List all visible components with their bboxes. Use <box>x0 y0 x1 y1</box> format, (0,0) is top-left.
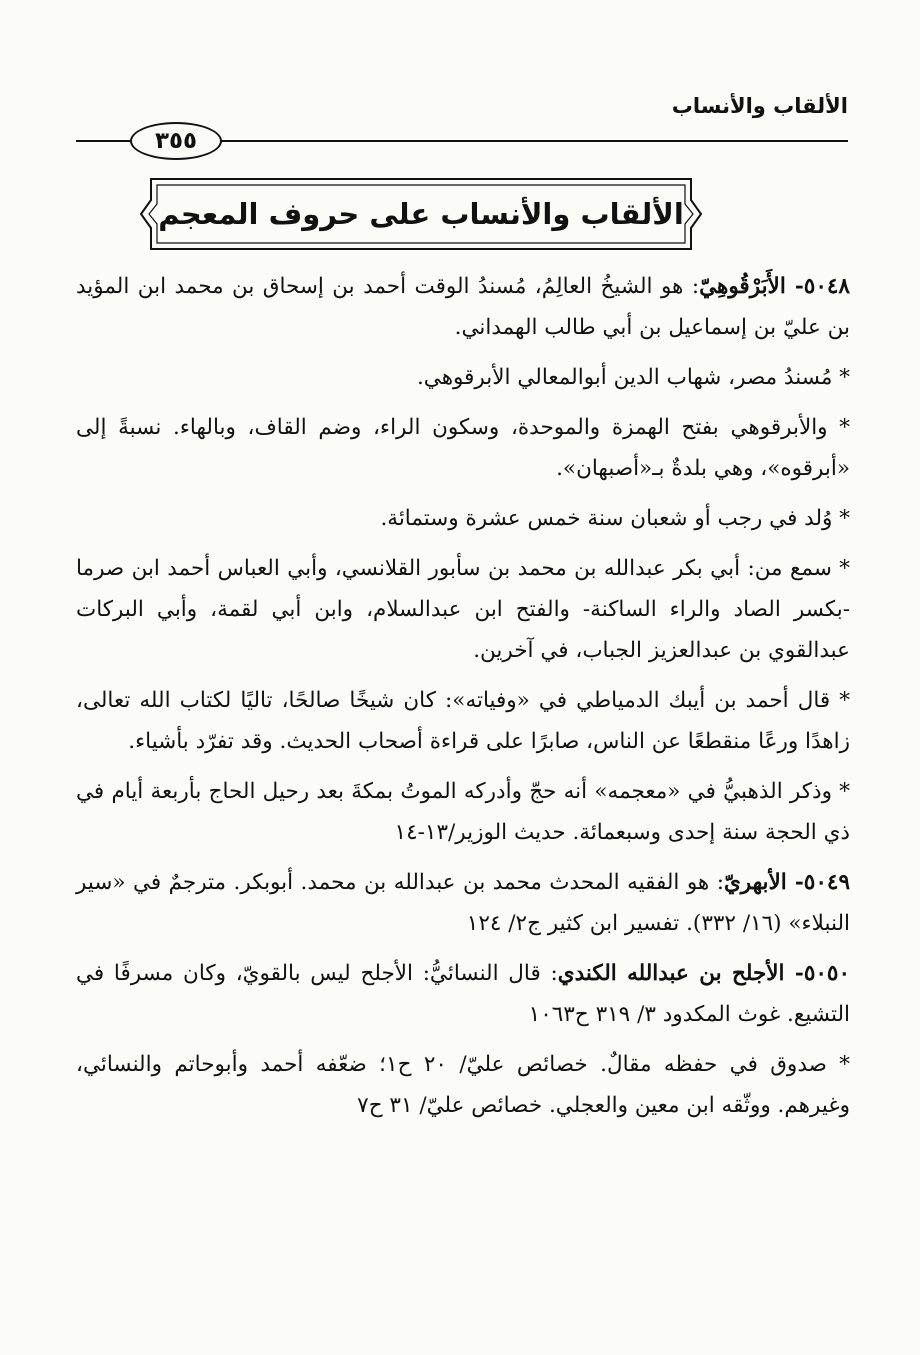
paragraph-text: : هو الشيخُ العالِمُ، مُسندُ الوقت أحمد بن إسحاق بن محمد ابن المؤيد بن عليّ بن إسماعيل بن أبي طالب الهمداني. <box>76 274 850 340</box>
paragraph-text: : هو الفقيه المحدث محمد بن عبدالله بن محمد. أبوبكر. مترجمٌ في «سير النبلاء» (١٦/ ٣٣٢). تفسير ابن كثير ج٢/ ١٢٤ <box>76 870 850 936</box>
paragraph <box>76 407 850 489</box>
entry-heading: ٥٠٤٨- الأَبَرْقُوهِيّ <box>699 274 850 299</box>
paragraph <box>76 548 850 671</box>
paragraph <box>76 1044 850 1126</box>
paragraph <box>76 771 850 853</box>
paragraph-text: * مُسندُ مصر، شهاب الدين أبوالمعالي الأبرقوهي. <box>416 365 850 390</box>
entries-body <box>76 266 850 1135</box>
page-number: ٣٥٥ <box>130 122 222 160</box>
running-head: الألقاب والأنساب <box>671 94 848 118</box>
paragraph-entry-5050 <box>76 953 850 1035</box>
section-title: الألقاب والأنساب على حروف المعجم <box>158 197 684 231</box>
paragraph-text: * وُلد في رجب أو شعبان سنة خمس عشرة وستمائة. <box>380 506 850 531</box>
paragraph-text: * والأبرقوهي بفتح الهمزة والموحدة، وسكون الراء، وضم القاف، وبالهاء. نسبةً إلى «أبرقوه»، وهي بلدةٌ بـ«أصبهان». <box>76 415 850 481</box>
paragraph <box>76 680 850 762</box>
paragraph-text: : قال النسائيُّ: الأجلح ليس بالقويّ، وكان مسرفًا في التشيع. غوث المكدود ٣/ ٣١٩ ح١٠٦٣ <box>76 961 850 1027</box>
section-title-frame <box>137 176 705 252</box>
paragraph <box>76 357 850 398</box>
entry-heading: ٥٠٤٩- الأبهريّ <box>723 870 850 895</box>
paragraph <box>76 498 850 539</box>
paragraph-text: * وذكر الذهبيُّ في «معجمه» أنه حجّ وأدركه الموتُ بمكةَ بعد رحيل الحاج بأربعة أيام في ذي الحجة سنة إحدى وسبعمائة. حديث الوزير/١٣-١٤ <box>76 779 850 845</box>
paragraph-entry-5049 <box>76 862 850 944</box>
paragraph-text: * قال أحمد بن أيبك الدمياطي في «وفياته»: كان شيخًا صالحًا، تاليًا لكتاب الله تعالى، زاهدًا ورعًا منقطعًا عن الناس، صابرًا على قراءة أصحاب الحديث. وقد تفرّد بأشياء. <box>76 688 850 754</box>
entry-heading: ٥٠٥٠- الأجلح بن عبدالله الكندي <box>557 961 851 986</box>
paragraph-text: * صدوق في حفظه مقالٌ. خصائص عليّ/ ٢٠ ح١؛ ضعّفه أحمد وأبوحاتم والنسائي، وغيرهم. ووثّقه ابن معين والعجلي. خصائص عليّ/ ٣١ ح٧ <box>76 1052 851 1118</box>
paragraph-text: * سمع من: أبي بكر عبدالله بن محمد بن سأبور القلانسي، وأبي العباس أحمد ابن صرما -بكسر الصاد والراء الساكنة- والفتح ابن عبدالسلام، وابن أبي لقمة، وأبي البركات عبدالقوي بن عبدالعزيز الجباب، في آخرين. <box>76 556 850 663</box>
paragraph-entry-5048 <box>76 266 850 348</box>
